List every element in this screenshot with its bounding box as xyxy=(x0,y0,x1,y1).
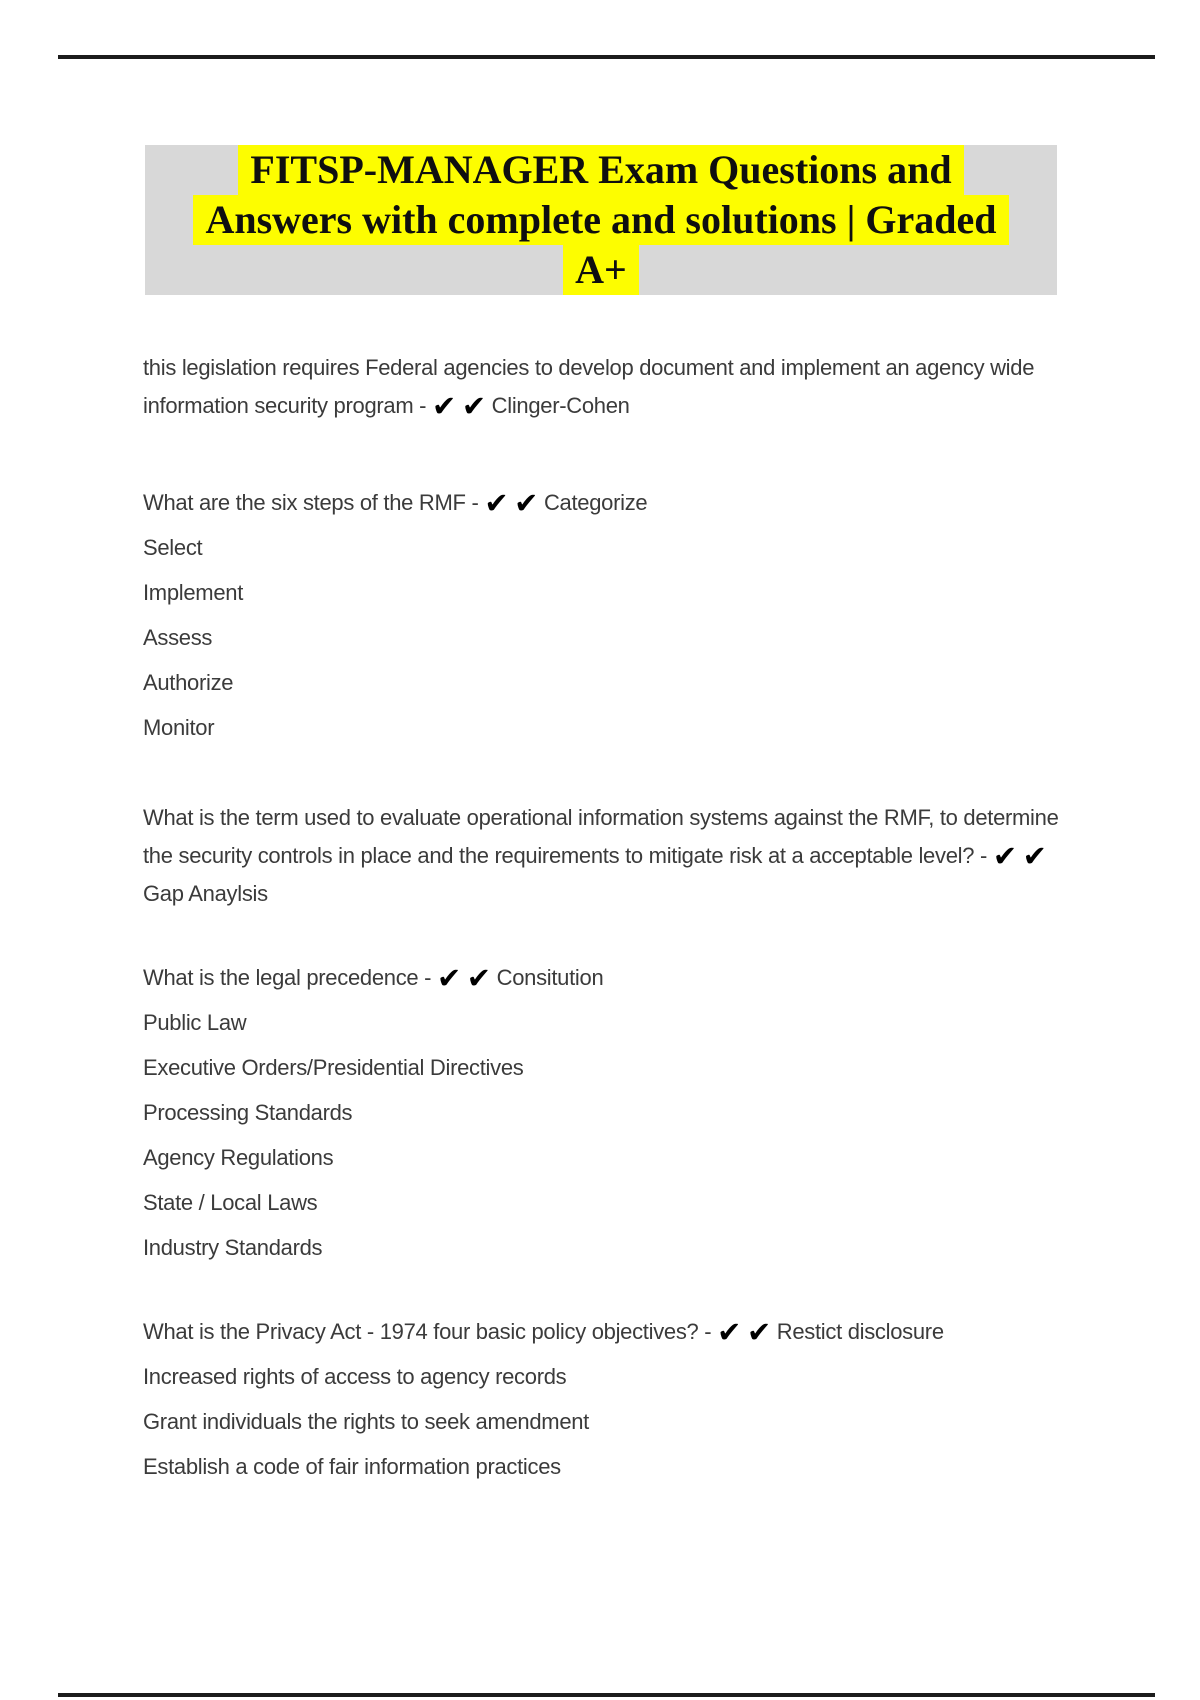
title-highlight: FITSP-MANAGER Exam Questions and xyxy=(238,145,963,195)
checkmark-icon: ✔ xyxy=(432,389,457,423)
question-line: What is the term used to evaluate operational information systems against the RMF, to determine xyxy=(143,805,1059,830)
footer-rule xyxy=(58,1693,1155,1697)
answer-item: Increased rights of access to agency records xyxy=(143,1364,567,1389)
answer-item: Monitor xyxy=(143,715,215,740)
answer-item: Assess xyxy=(143,625,213,650)
answer-item: Industry Standards xyxy=(143,1235,323,1260)
title-highlight: Answers with complete and solutions | Graded xyxy=(193,195,1008,245)
answer-item: Implement xyxy=(143,580,244,605)
qa-block xyxy=(143,799,1160,913)
question-line: Gap Anaylsis xyxy=(143,881,268,906)
checkmark-icon: ✔ xyxy=(746,1315,771,1349)
qa-block xyxy=(143,1313,1160,1486)
qa-block xyxy=(143,349,1160,425)
answer-item: Executive Orders/Presidential Directives xyxy=(143,1055,524,1080)
answer-item: Grant individuals the rights to seek amendment xyxy=(143,1409,589,1434)
checkmark-icon: ✔ xyxy=(992,839,1017,873)
question-line: information security program - ✔ ✔ Clinger-Cohen xyxy=(143,389,630,423)
question-line: What are the six steps of the RMF - ✔ ✔ Categorize xyxy=(143,486,648,520)
answer-item: Agency Regulations xyxy=(143,1145,334,1170)
question-line: the security controls in place and the requirements to mitigate risk at a acceptable level? - ✔ ✔ xyxy=(143,839,1047,873)
checkmark-icon: ✔ xyxy=(717,1315,742,1349)
answer-item: Select xyxy=(143,535,203,560)
qa-block xyxy=(143,959,1160,1267)
title-highlight: A+ xyxy=(563,245,639,295)
checkmark-icon: ✔ xyxy=(466,961,491,995)
checkmark-icon: ✔ xyxy=(514,486,539,520)
checkmark-icon: ✔ xyxy=(484,486,509,520)
question-line: this legislation requires Federal agencies to develop document and implement an agency wide xyxy=(143,355,1035,380)
answer-item: Establish a code of fair information practices xyxy=(143,1454,561,1479)
checkmark-icon: ✔ xyxy=(461,389,486,423)
answer-item: Processing Standards xyxy=(143,1100,353,1125)
checkmark-icon: ✔ xyxy=(436,961,461,995)
checkmark-icon: ✔ xyxy=(1022,839,1047,873)
question-line: What is the legal precedence - ✔ ✔ Consitution xyxy=(143,961,604,995)
qa-block xyxy=(143,484,1160,747)
answer-item: State / Local Laws xyxy=(143,1190,318,1215)
answer-item: Public Law xyxy=(143,1010,247,1035)
question-line: What is the Privacy Act - 1974 four basic policy objectives? - ✔ ✔ Restict disclosure xyxy=(143,1315,944,1349)
answer-item: Authorize xyxy=(143,670,234,695)
